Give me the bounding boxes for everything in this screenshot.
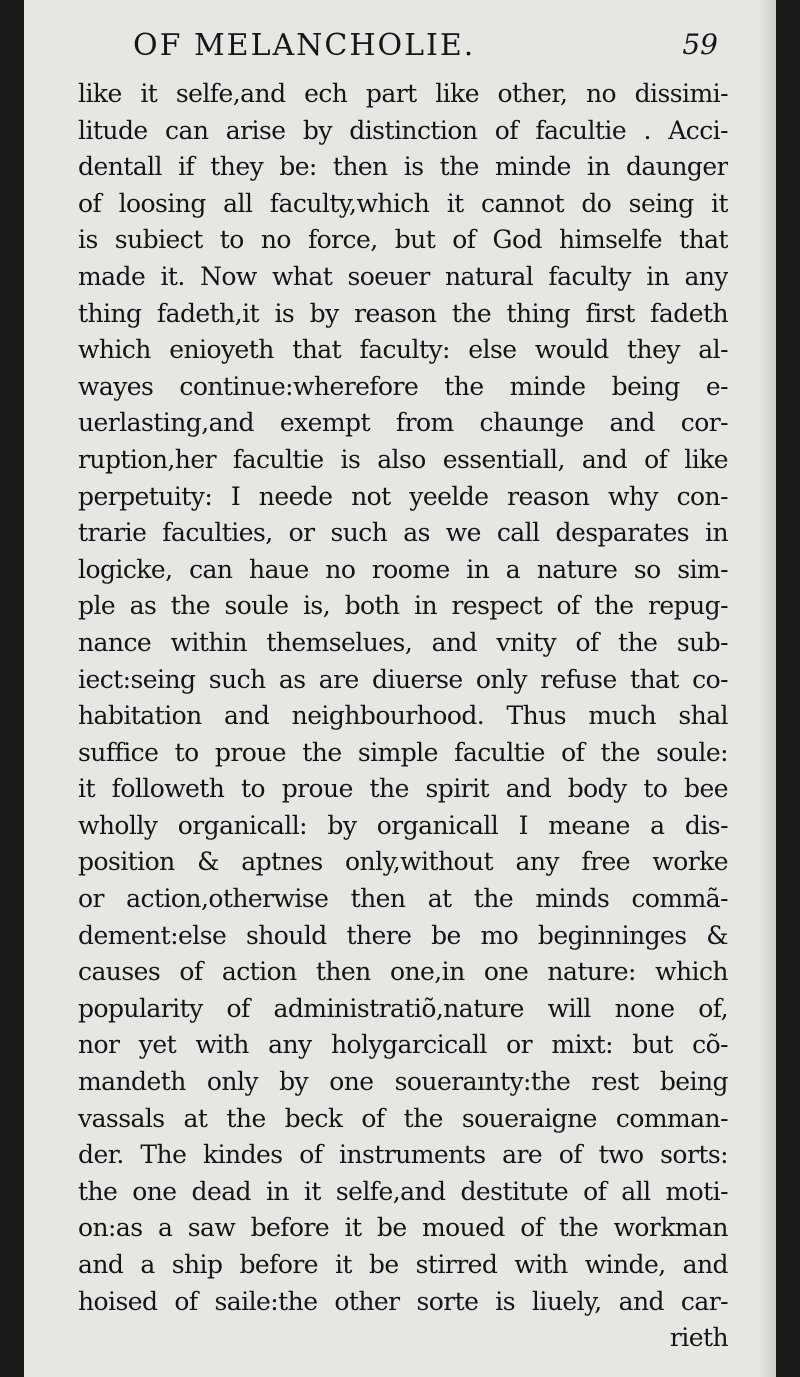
text-line: wholly organicall: by organicall I meane a dis- <box>78 810 728 840</box>
text-line: der. The kindes of instruments are of two sorts: <box>78 1140 728 1170</box>
text-line: the one dead in it selfe,and destitute of all moti- <box>78 1176 728 1206</box>
text-line: suffice to proue the simple facultie of the soule: <box>78 737 728 767</box>
page-number: 59 <box>682 28 718 61</box>
text-line: of loosing all faculty,which it cannot do seing it <box>78 188 728 218</box>
text-line: dentall if they be: then is the minde in daunger <box>78 152 728 182</box>
text-line: position & aptnes only,without any free worke <box>78 847 728 877</box>
text-line: causes of action then one,in one nature: which <box>78 957 728 987</box>
text-line: like it selfe,and ech part like other, no dissimi- <box>78 79 728 108</box>
text-line: uerlasting,and exempt from chaunge and cor- <box>78 408 728 438</box>
catchword: rieth <box>669 1323 728 1353</box>
page-title: OF MELANCHOLIE. <box>133 28 476 63</box>
text-line: it followeth to proue the spirit and body to bee <box>78 774 728 804</box>
body-text <box>78 76 728 1357</box>
text-line: mandeth only by one soueraınty:the rest being <box>78 1067 728 1097</box>
text-line: perpetuity: I neede not yeelde reason why con- <box>78 481 728 511</box>
text-line: vassals at the beck of the soueraigne comman- <box>78 1103 728 1133</box>
text-line: ple as the soule is, both in respect of the repug- <box>78 591 728 621</box>
text-line: nance within themselues, and vnity of the sub- <box>78 627 728 657</box>
text-line: dement:else should there be mo beginninges & <box>78 920 728 950</box>
text-line: habitation and neighbourhood. Thus much shal <box>78 701 728 731</box>
text-line: is subiect to no force, but of God himselfe that <box>78 225 728 255</box>
text-line: iect:seing such as are diuerse only refuse that co- <box>78 664 728 694</box>
text-line: litude can arise by distinction of facultie . Acci- <box>78 115 728 145</box>
text-line: logicke, can haue no roome in a nature so sim- <box>78 554 728 584</box>
text-line: nor yet with any holygarcicall or mixt: but cõ- <box>78 1030 728 1060</box>
running-head <box>78 28 718 68</box>
text-line: and a ship before it be stirred with winde, and <box>78 1250 728 1279</box>
text-line: made it. Now what soeuer natural faculty in any <box>78 261 728 291</box>
text-line: on:as a saw before it be moued of the workman <box>78 1213 728 1243</box>
text-line: hoised of saile:the other sorte is liuely, and car- <box>78 1286 728 1316</box>
text-line: which enioyeth that faculty: else would they al- <box>78 335 728 365</box>
text-line: or action,otherwise then at the minds commã- <box>78 884 728 914</box>
page-edge-shadow <box>758 0 776 1377</box>
text-line: wayes continue:wherefore the minde being e- <box>78 371 728 401</box>
text-line: ruption,her facultie is also essentiall, and of like <box>78 444 728 474</box>
text-line: popularity of administratiõ,nature will none of, <box>78 993 728 1023</box>
text-line: thing fadeth,it is by reason the thing first fadeth <box>78 298 728 328</box>
text-line: trarie faculties, or such as we call desparates in <box>78 518 728 548</box>
